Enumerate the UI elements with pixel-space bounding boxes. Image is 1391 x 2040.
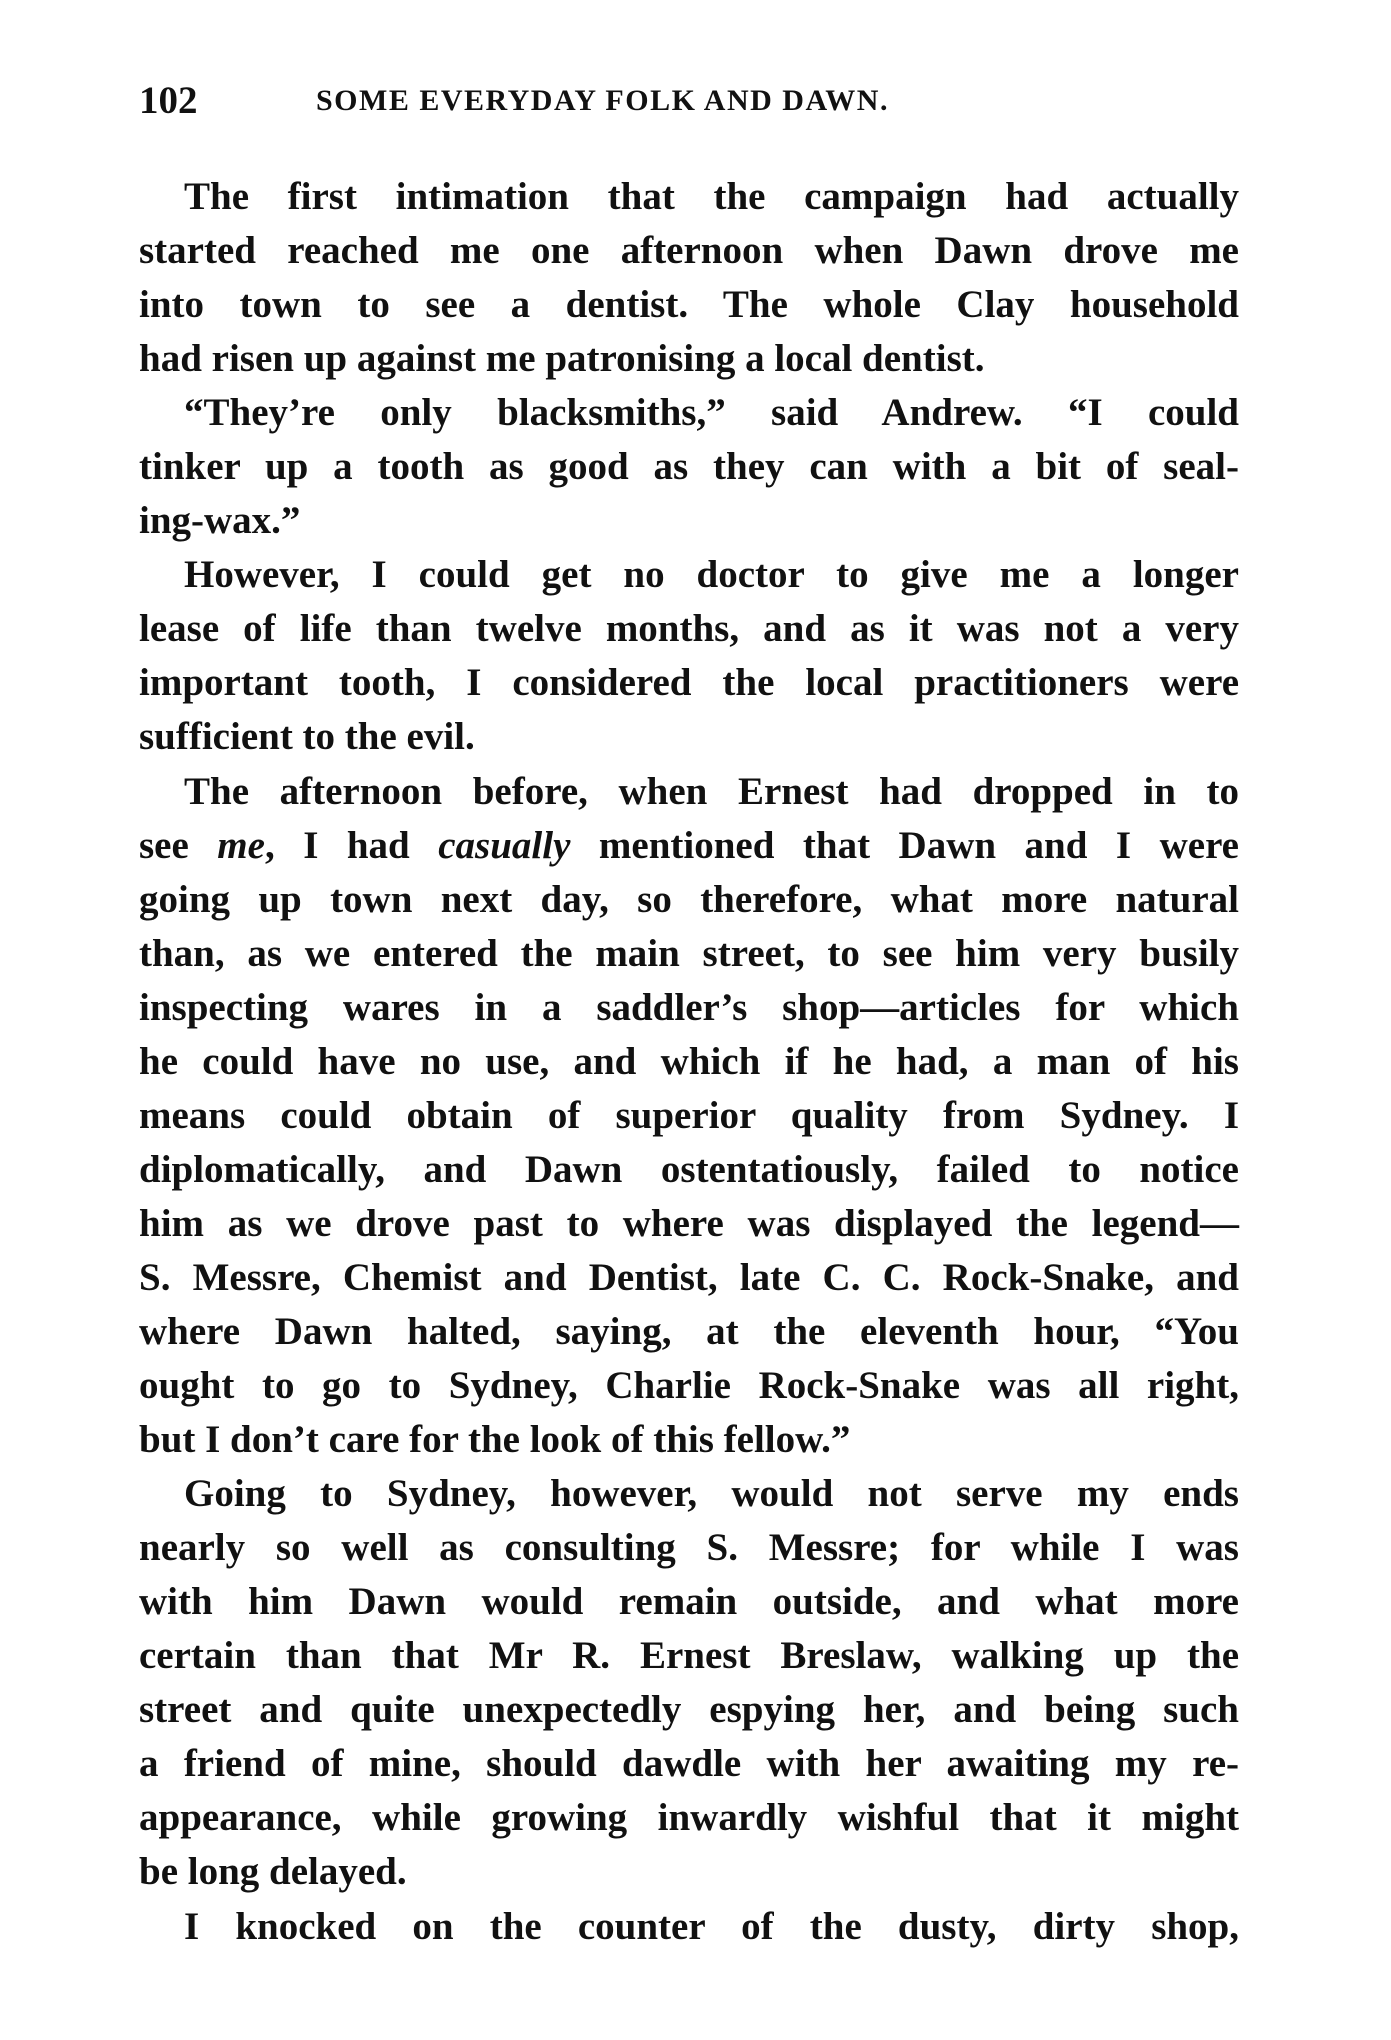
text-line: important tooth, I considered the local practitioners were <box>139 661 1239 705</box>
paragraph <box>139 170 1239 386</box>
text-line: means could obtain of superior quality from Sydney. I <box>139 1093 1239 1137</box>
paragraph <box>139 386 1239 548</box>
text-line: into town to see a dentist. The whole Clay household <box>139 283 1239 327</box>
paragraph <box>139 1467 1239 1899</box>
running-header <box>139 78 1239 128</box>
text-line: where Dawn halted, saying, at the eleventh hour, “You <box>139 1309 1239 1353</box>
text-line <box>139 819 1239 873</box>
text-line: be long delayed. <box>139 1850 407 1894</box>
text-line: ing-wax.” <box>139 499 301 543</box>
text-segment: , I had <box>264 823 439 867</box>
running-title: SOME EVERYDAY FOLK AND DAWN. <box>316 84 889 117</box>
paragraph <box>139 765 1239 1468</box>
text-line: appearance, while growing inwardly wishful that it might <box>139 1796 1239 1840</box>
page-number: 102 <box>139 79 198 122</box>
text-line: “They’re only blacksmiths,” said Andrew. “I could <box>184 391 1239 435</box>
text-line: tinker up a tooth as good as they can with a bit of seal- <box>139 445 1239 489</box>
page-body <box>139 170 1239 1954</box>
text-line: street and quite unexpectedly espying her, and being such <box>139 1688 1239 1732</box>
text-line: had risen up against me patronising a local dentist. <box>139 337 985 381</box>
text-line: Going to Sydney, however, would not serve my ends <box>184 1472 1239 1516</box>
text-line: a friend of mine, should dawdle with her awaiting my re- <box>139 1742 1239 1786</box>
italic-emphasis: casually <box>438 823 571 867</box>
text-line: However, I could get no doctor to give me a longer <box>184 553 1239 597</box>
paragraph <box>139 1900 1239 1954</box>
text-line: lease of life than twelve months, and as it was not a very <box>139 607 1239 651</box>
text-segment: see <box>139 823 218 867</box>
text-line: but I don’t care for the look of this fellow.” <box>139 1418 851 1462</box>
text-line: with him Dawn would remain outside, and what more <box>139 1580 1239 1624</box>
text-line: than, as we entered the main street, to see him very busily <box>139 931 1239 975</box>
text-line: ought to go to Sydney, Charlie Rock-Snake was all right, <box>139 1364 1239 1408</box>
text-line: certain than that Mr R. Ernest Breslaw, walking up the <box>139 1634 1239 1678</box>
text-line: he could have no use, and which if he had, a man of his <box>139 1039 1239 1083</box>
text-line: The afternoon before, when Ernest had dropped in to <box>184 769 1239 813</box>
text-line: The first intimation that the campaign had actually <box>184 175 1239 218</box>
text-line: nearly so well as consulting S. Messre; for while I was <box>139 1526 1239 1570</box>
paragraph <box>139 548 1239 764</box>
text-line: inspecting wares in a saddler’s shop—articles for which <box>139 985 1239 1029</box>
italic-emphasis: me <box>217 823 265 867</box>
text-line: him as we drove past to where was displayed the legend— <box>139 1201 1239 1245</box>
text-line: going up town next day, so therefore, what more natural <box>139 877 1239 921</box>
text-line: S. Messre, Chemist and Dentist, late C. C. Rock-Snake, and <box>139 1255 1239 1299</box>
text-line: diplomatically, and Dawn ostentatiously, failed to notice <box>139 1147 1239 1191</box>
text-line: I knocked on the counter of the dusty, dirty shop, <box>184 1904 1239 1948</box>
text-line: started reached me one afternoon when Dawn drove me <box>139 229 1239 273</box>
text-segment: mentioned that Dawn and I were <box>570 823 1239 867</box>
text-line: sufficient to the evil. <box>139 715 475 759</box>
